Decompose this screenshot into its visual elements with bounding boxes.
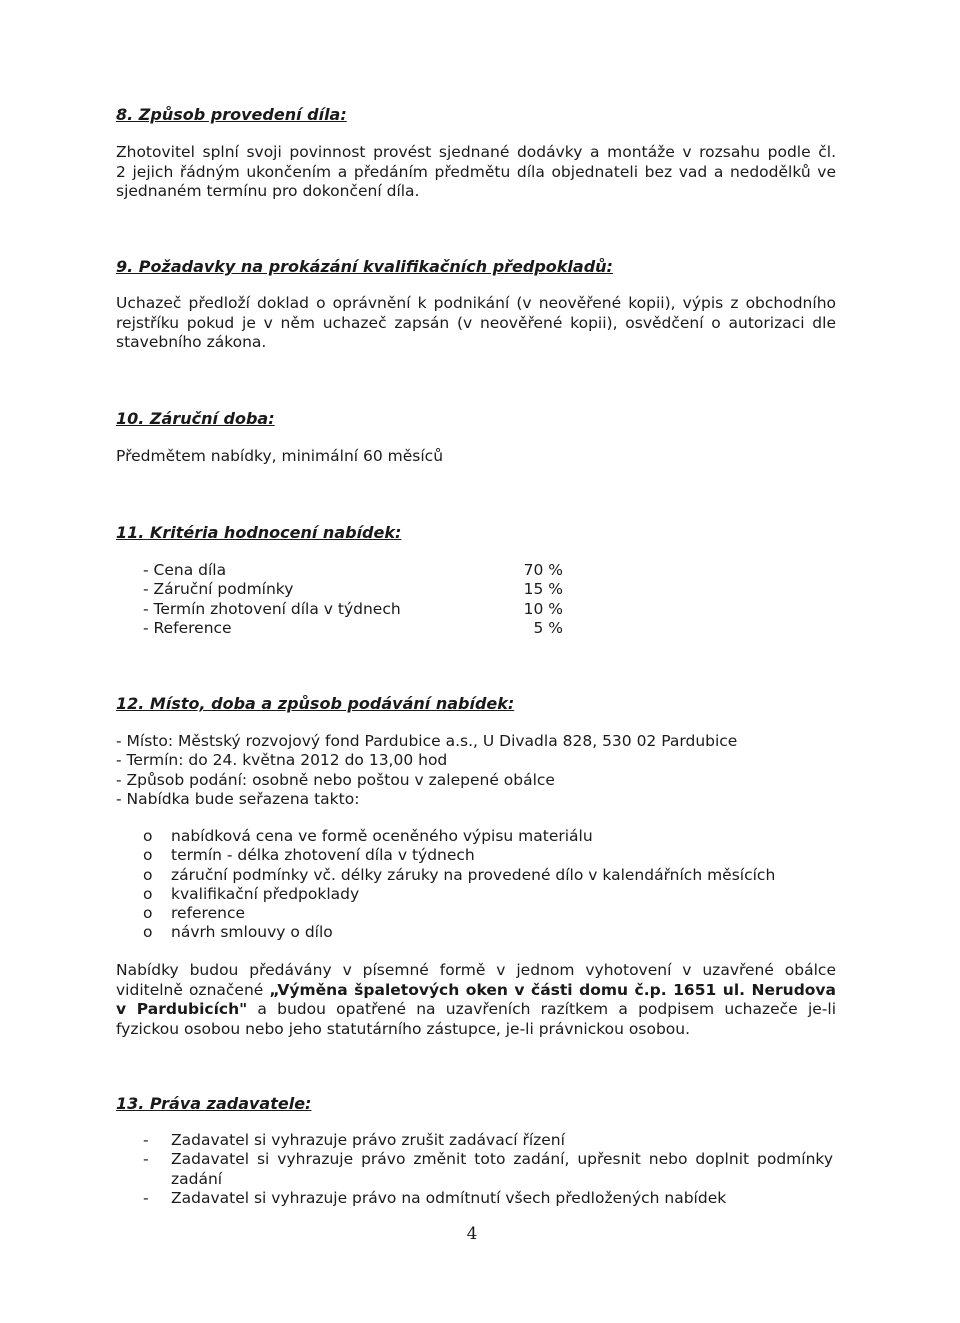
section-10-heading: 10. Záruční doba:: [116, 409, 275, 428]
list-item: - Místo: Městský rozvojový fond Pardubice a.s., U Divadla 828, 530 02 Pardubice: [116, 732, 738, 750]
list-item: - Způsob podání: osobně nebo poštou v zalepené obálce: [116, 770, 555, 789]
bullet-marker: o: [143, 923, 153, 942]
list-item: [143, 1131, 833, 1150]
criteria-row: [143, 580, 563, 599]
list-item-text: [171, 1150, 833, 1189]
list-item-text: návrh smlouvy o dílo: [171, 923, 333, 942]
page-number: 4: [466, 1224, 478, 1244]
offer-label-bold: „Výměna špaletových oken v části domu č.p. 1651 ul. Nerudova: [269, 980, 836, 999]
paragraph-line: 2 jejich řádným ukončením a předáním předmětu díla objednateli bez vad a nedodělků ve: [116, 162, 836, 181]
section-11-heading: 11. Kritéria hodnocení nabídek:: [116, 523, 402, 542]
contracting-authority-rights-list: [143, 1131, 833, 1208]
list-item: - Termín: do 24. května 2012 do 13,00 hod: [116, 751, 448, 770]
criteria-label: - Záruční podmínky: [143, 580, 294, 599]
offer-label-bold: v Pardubicích": [116, 1000, 248, 1018]
dash-marker: -: [143, 1150, 149, 1169]
section-12-heading: 12. Místo, doba a způsob podávání nabídek:: [116, 694, 515, 713]
criteria-row: [143, 600, 563, 619]
paragraph-line: [116, 981, 836, 1001]
list-item-text: nabídková cena ve formě oceněného výpisu materiálu: [171, 827, 593, 845]
criteria-label: - Termín zhotovení díla v týdnech: [143, 599, 401, 618]
dash-marker: -: [143, 1188, 149, 1207]
bullet-marker: o: [143, 904, 153, 923]
dash-marker: -: [143, 1131, 149, 1149]
list-item-line: Zadavatel si vyhrazuje právo na odmítnutí všech předložených nabídek: [171, 1188, 727, 1207]
criteria-weight: 5 %: [533, 618, 563, 637]
section-12-closing-paragraph: [116, 961, 836, 1039]
list-item: [143, 1189, 833, 1208]
bullet-marker: o: [143, 827, 153, 845]
section-13-heading: 13. Práva zadavatele:: [116, 1094, 312, 1113]
criteria-row: [143, 561, 563, 580]
list-item: [143, 1150, 833, 1189]
criteria-label: - Cena díla: [143, 561, 227, 579]
paragraph-line: Zhotovitel splní svoji povinnost provést sjednané dodávky a montáže v rozsahu podle čl.: [116, 143, 836, 161]
list-item-text: [171, 1189, 833, 1208]
paragraph-line: sjednaném termínu pro dokončení díla.: [116, 182, 420, 200]
section-8-paragraph: [116, 143, 836, 202]
list-item: - Nabídka bude seřazena takto:: [116, 789, 360, 808]
paragraph-line: Uchazeč předloží doklad o oprávnění k podnikání (v neověřené kopii), výpis z obchodního: [116, 294, 836, 312]
paragraph-line: stavebního zákona.: [116, 333, 267, 351]
paragraph-text: viditelně označené: [116, 980, 270, 999]
paragraph-line: rejstříku pokud je v něm uchazeč zapsán (v neověřené kopii), osvědčení o autorizaci dle: [116, 313, 836, 332]
paragraph-line: Nabídky budou předávány v písemné formě v jednom vyhotovení v uzavřené obálce: [116, 961, 836, 979]
criteria-weight: 10 %: [523, 599, 563, 618]
list-item-text: kvalifikační předpoklady: [171, 884, 360, 903]
list-item-line: zadání: [171, 1169, 223, 1188]
criteria-weight: 15 %: [523, 580, 563, 599]
section-9-heading: 9. Požadavky na prokázání kvalifikačních předpokladů:: [116, 257, 613, 276]
section-8-heading: 8. Způsob provedení díla:: [116, 105, 347, 124]
bullet-marker: o: [143, 846, 153, 865]
list-item-line: Zadavatel si vyhrazuje právo zrušit zadávací řízení: [171, 1131, 565, 1149]
bullet-marker: o: [143, 884, 153, 903]
bullet-marker: o: [143, 865, 153, 884]
paragraph-line: [116, 1000, 836, 1020]
list-item-text: termín - délka zhotovení díla v týdnech: [171, 846, 475, 865]
criteria-row: [143, 619, 563, 638]
list-item-text: záruční podmínky vč. délky záruky na provedené dílo v kalendářních měsících: [171, 865, 776, 884]
criteria-weight: 70 %: [523, 561, 563, 579]
criteria-label: - Reference: [143, 618, 232, 637]
paragraph-line: fyzickou osobou nebo jeho statutárního zástupce, je-li právnickou osobou.: [116, 1019, 691, 1038]
criteria-list: [143, 561, 563, 638]
submission-details-list: [116, 732, 737, 809]
list-item-line: Zadavatel si vyhrazuje právo změnit toto zadání, upřesnit nebo doplnit podmínky: [171, 1150, 833, 1169]
paragraph-line: Předmětem nabídky, minimální 60 měsíců: [116, 447, 444, 465]
section-9-paragraph: [116, 294, 836, 353]
paragraph-text: a budou opatřené na uzavřeních razítkem a podpisem uchazeče je-li: [247, 1000, 836, 1018]
list-item-text: [171, 1131, 833, 1150]
list-item-text: reference: [171, 904, 246, 923]
section-10-text: [116, 447, 836, 467]
